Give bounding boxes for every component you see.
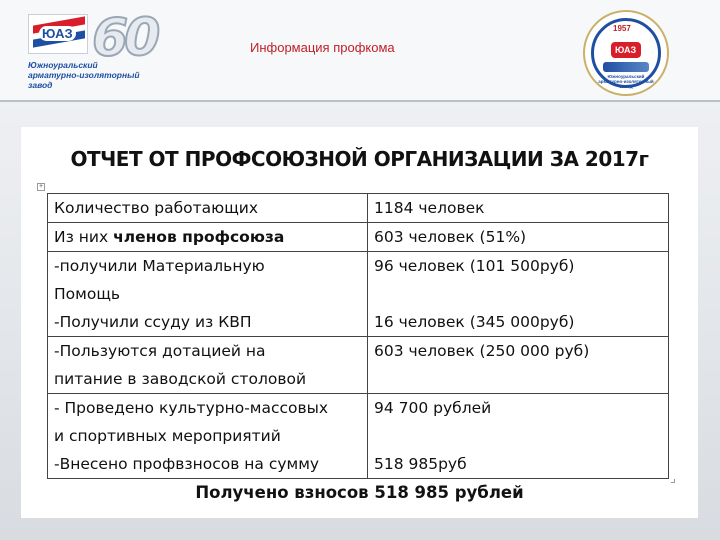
slide-header — [0, 0, 720, 102]
row-value: 603 человек (51%) — [368, 223, 669, 252]
report-summary: Получено взносов 518 985 рублей — [195, 483, 524, 502]
company-emblem — [583, 10, 669, 96]
row-value: 96 человек (101 500руб) 16 человек (345 000руб) — [368, 252, 669, 337]
company-logo-60-years — [28, 8, 178, 94]
row-value: 1184 человек — [368, 194, 669, 223]
table-row — [48, 223, 669, 252]
table-move-handle[interactable]: + — [38, 183, 44, 190]
emblem-caption: Южноуральский арматурно-изоляторный завод — [598, 74, 654, 89]
header-divider — [0, 100, 720, 102]
table-row — [48, 394, 669, 479]
emblem-badge: ЮАЗ — [615, 45, 637, 55]
row-value: 603 человек (250 000 руб) — [368, 337, 669, 394]
row-label: Из них членов профсоюза — [48, 223, 368, 252]
row-label: - Проведено культурно-массовых и спортивных мероприятий -Внесено профвзносов на сумму — [48, 394, 368, 479]
anniversary-number: 60 — [92, 8, 157, 68]
table-row — [48, 252, 669, 337]
table-row — [48, 194, 669, 223]
table-row — [48, 337, 669, 394]
row-label: Количество работающих — [48, 194, 368, 223]
report-title: ОТЧЕТ ОТ ПРОФСОЮЗНОЙ ОРГАНИЗАЦИИ ЗА 2017г — [70, 147, 649, 171]
page-title: Информация профкома — [250, 40, 395, 55]
logo-badge-text: ЮАЗ — [39, 26, 76, 41]
report-table — [47, 193, 669, 479]
emblem-year: 1957 — [613, 24, 631, 33]
row-value: 94 700 рублей 518 985руб — [368, 394, 669, 479]
row-label: -получили Материальную Помощь -Получили ссуду из КВП — [48, 252, 368, 337]
row-label: -Пользуются дотацией на питание в заводской столовой — [48, 337, 368, 394]
logo-badge — [28, 14, 88, 54]
company-name: Южноуральский арматурно-изоляторный завод — [28, 60, 140, 90]
report-document — [21, 127, 698, 518]
